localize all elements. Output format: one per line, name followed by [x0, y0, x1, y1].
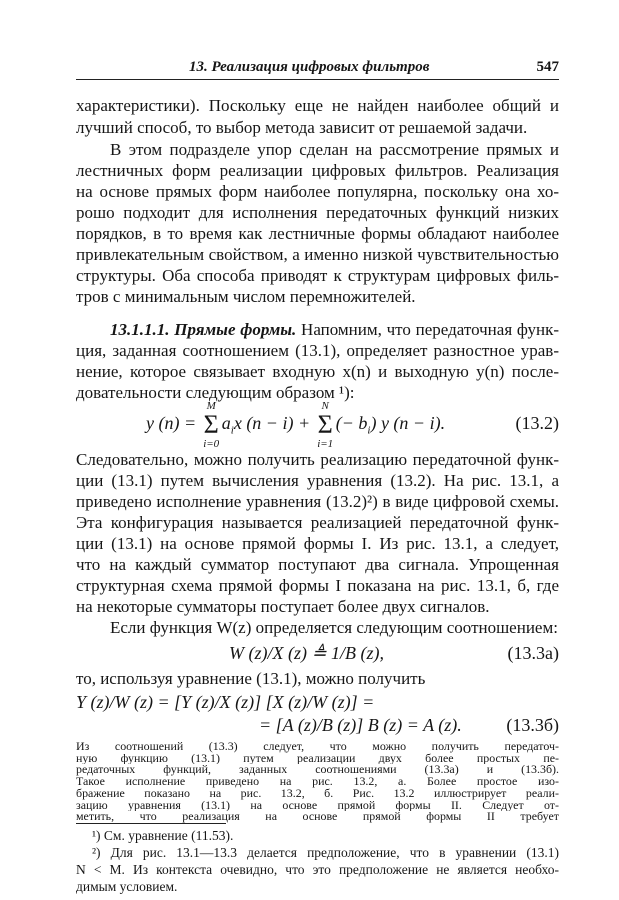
text-line: рошо подходит для исполнения передаточных функций низких	[76, 203, 559, 222]
text-line: Такое исполнение приведено на рис. 13.2, а. Более простое изо-	[76, 776, 559, 788]
section-text: Напомним, что передаточная функ-	[301, 320, 559, 339]
text-line: тров с минимальным числом перемножителей.	[76, 287, 416, 306]
running-header	[0, 59, 619, 79]
equation-number: (13.3б)	[506, 715, 559, 735]
text-line: привлекательным свойством, а именно низкой чувствительностью	[76, 245, 559, 264]
equation-13-3b-line2: = [A (z)/B (z)] B (z) = A (z).	[259, 715, 462, 735]
text-line: ную функцию (13.1) путем реализации двух более простых пе-	[76, 752, 559, 765]
sum-symbol: Σ N i=1	[317, 399, 334, 450]
text-line: ции (13.1) путем вычисления уравнения (13.2). На рис. 13.1, а	[76, 471, 559, 490]
section-label: 13.1.1.1. Прямые формы.	[110, 320, 297, 339]
text-line: метить, что реализация на основе прямой формы II требует	[76, 811, 559, 823]
equation-13-3a: W (z)/X (z) ≜ 1/B (z),	[229, 643, 385, 663]
text-line: характеристики). Поскольку еще не найден наиболее общий и	[76, 96, 559, 115]
header-rule	[76, 79, 559, 80]
footnote: N < M. Из контекста очевидно, что это предположение не является необхо-	[76, 862, 559, 877]
footnote: ¹) См. уравнение (11.53).	[92, 828, 234, 843]
text-line: Следовательно, можно получить реализацию передаточной функ-	[76, 450, 559, 469]
text-line: структуры. Оба способа приводят к структурам цифровых филь-	[76, 266, 559, 285]
footnote: ²) Для рис. 13.1—13.3 делается предположение, что в уравнении (13.1)	[92, 845, 559, 860]
text-line: зацию уравнения (13.1) на основе прямой формы II. Следует от-	[76, 799, 559, 812]
text-line: Если функция W(z) определяется следующим соотношением:	[110, 618, 558, 637]
text-line: на основе прямых форм наиболее популярна, поскольку она хо-	[76, 182, 559, 201]
text-line: что на каждый сумматор поступают два сигнала. Упрощенная	[76, 555, 559, 574]
section-first-line	[110, 319, 559, 340]
text-line: структурная схема прямой формы I показана на рис. 13.1, б, где	[76, 576, 559, 595]
text-line: редаточных функций, заданных соотношениями (13.3а) и (13.3б).	[76, 764, 559, 777]
text-line: Эта конфигурация называется реализацией передаточной функ-	[76, 513, 559, 532]
text-line: довательности следующим образом ¹):	[76, 383, 355, 402]
equation-13-3b-line1: Y (z)/W (z) = [Y (z)/X (z)] [X (z)/W (z)] =	[76, 692, 375, 712]
text-line: ция, заданная соотношением (13.1), определяет разностное урав-	[76, 341, 559, 360]
text-line: лестничных форм реализации цифровых фильтров. Реализация	[76, 161, 559, 180]
text-line: бражение показано на рис. 13.2, б. Рис. 13.2 иллюстрирует реали-	[76, 787, 559, 800]
equation-number: (13.2)	[515, 413, 559, 433]
text-line: приведено исполнение уравнения (13.2)²) в виде цифровой схемы.	[76, 492, 559, 511]
equation-number: (13.3а)	[507, 643, 559, 663]
text-line: на некоторые сумматоры поступает более двух сигналов.	[76, 597, 490, 616]
footnote: димым условием.	[76, 879, 178, 894]
text-line: нение, которое связывает входную x(n) и выходную y(n) после-	[76, 362, 559, 381]
sum-symbol: Σ M i=0	[203, 399, 220, 450]
text-line: то, используя уравнение (13.1), можно получить	[76, 669, 426, 688]
text-line: В этом подразделе упор сделан на рассмотрение прямых и	[110, 140, 559, 159]
footnote-rule	[76, 823, 226, 824]
page-number: 547	[536, 59, 559, 75]
equation-13-2: y (n) = Σ M i=0 $a_ix$ (n − i) + Σ N i=1 (− $b_i$) y (n − i).	[146, 399, 446, 450]
text-line: лучший способ, то выбор метода зависит от решаемой задачи.	[76, 118, 528, 137]
text-line: ции (13.1) на основе прямой формы I. Из рис. 13.1, а следует,	[76, 534, 559, 553]
chapter-title: 13. Реализация цифровых фильтров	[189, 59, 430, 75]
text-line: Из соотношений (13.3) следует, что можно получить передаточ-	[76, 741, 559, 753]
text-line: порядков, в то время как лестничные формы обладают наиболее	[76, 224, 559, 243]
